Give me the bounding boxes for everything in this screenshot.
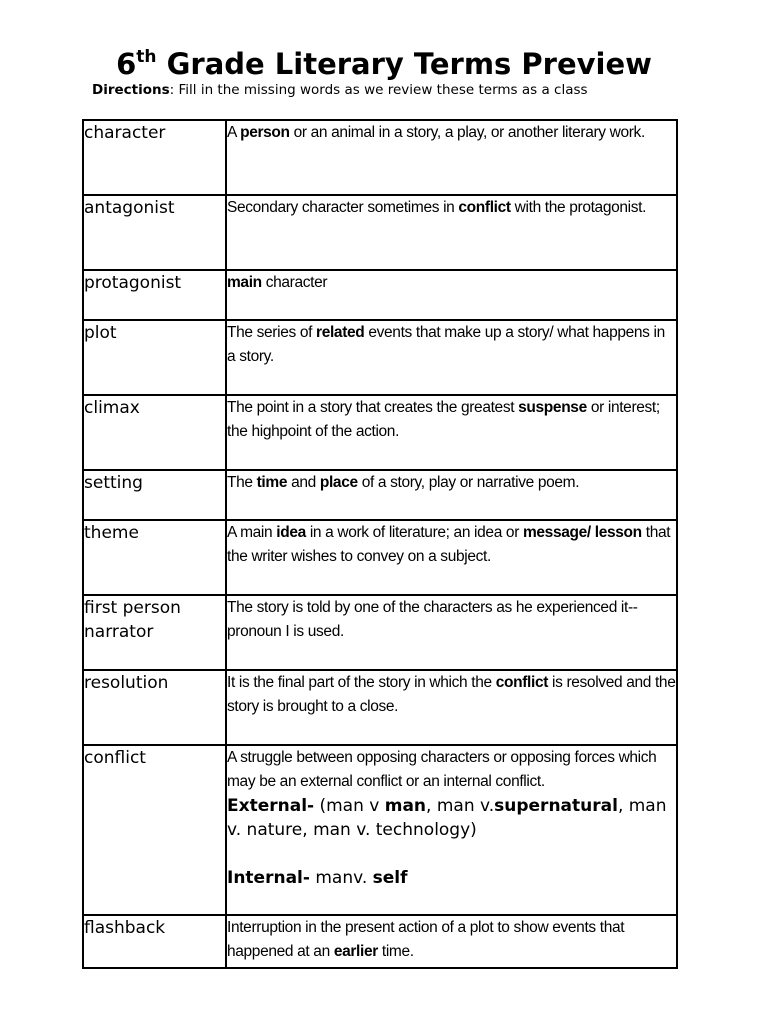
definition-text: A struggle between opposing characters or opposing forces which may be an external conflict or an internal conflict. — [227, 749, 657, 790]
external-conflict-line — [227, 794, 676, 842]
definition-cell — [226, 915, 677, 968]
answer-word: suspense — [518, 399, 587, 416]
table-row — [83, 270, 677, 320]
definition-text: Secondary character sometimes in — [227, 199, 459, 216]
term-cell: plot — [83, 320, 226, 395]
definition-cell — [226, 195, 677, 270]
definition-text: A — [227, 124, 241, 141]
definition-text: or interest; the highpoint of the action. — [227, 399, 660, 440]
answer-word: supernatural — [494, 796, 618, 816]
definition-text: with the protagonist. — [510, 199, 647, 216]
table-row — [83, 595, 677, 670]
answer-word: main — [227, 274, 262, 291]
term-cell: flashback — [83, 915, 226, 968]
directions — [92, 81, 588, 99]
definition-text: Interruption in the present action of a plot to show events that happened at an — [227, 919, 625, 960]
internal-conflict-line — [227, 866, 676, 890]
definition-text: of a story, play or narrative poem. — [357, 474, 580, 491]
term-cell: antagonist — [83, 195, 226, 270]
terms-table — [82, 119, 678, 969]
definition-text: , man v. nature, man v. technology) — [227, 796, 667, 840]
answer-word: related — [316, 324, 365, 341]
answer-word: earlier — [333, 943, 378, 960]
definition-text: events that make up a story/ what happens in a story. — [227, 324, 665, 365]
title-superscript: th — [136, 47, 157, 67]
table-row — [83, 915, 677, 968]
definition-text: , man v. — [426, 796, 495, 816]
definition-text: character — [261, 274, 328, 291]
term-cell: character — [83, 120, 226, 195]
page-title — [0, 44, 768, 84]
answer-word: self — [372, 868, 408, 888]
table-row — [83, 745, 677, 915]
definition-text: or an animal in a story, a play, or another literary work. — [289, 124, 645, 141]
definition-text: and — [287, 474, 320, 491]
term-cell: setting — [83, 470, 226, 520]
answer-word: conflict — [458, 199, 511, 216]
definition-text: The series of — [227, 324, 317, 341]
internal-label: Internal- — [227, 868, 310, 888]
table-row — [83, 395, 677, 470]
directions-text: : Fill in the missing words as we review these terms as a class — [169, 82, 588, 98]
table-row — [83, 470, 677, 520]
answer-word: man — [384, 796, 427, 816]
definition-cell — [226, 670, 677, 745]
term-cell: theme — [83, 520, 226, 595]
answer-word: place — [319, 474, 358, 491]
definition-cell — [226, 520, 677, 595]
term-cell: conflict — [83, 745, 226, 915]
definition-text: A main — [227, 524, 277, 541]
definition-cell — [226, 120, 677, 195]
definition-cell — [226, 745, 677, 915]
answer-word: conflict — [495, 674, 549, 691]
definition-cell — [226, 595, 677, 670]
answer-word: message/ lesson — [522, 524, 642, 541]
term-cell: first person narrator — [83, 595, 226, 670]
table-row — [83, 120, 677, 195]
title-grade-number: 6 — [116, 47, 137, 81]
term-cell: climax — [83, 395, 226, 470]
definition-cell — [226, 320, 677, 395]
answer-word: idea — [276, 524, 306, 541]
term-cell: resolution — [83, 670, 226, 745]
table-row — [83, 520, 677, 595]
definition-text: The story is told by one of the characters as he experienced it--pronoun I is used. — [227, 599, 638, 640]
definition-cell — [226, 395, 677, 470]
definition-text: (man v — [314, 796, 385, 816]
table-row — [83, 195, 677, 270]
definition-text: time. — [377, 943, 414, 960]
definition-text: in a work of literature; an idea or — [305, 524, 523, 541]
term-cell: protagonist — [83, 270, 226, 320]
definition-cell — [226, 470, 677, 520]
definition-text: is resolved and the story is brought to a close. — [227, 674, 676, 715]
definition-text: The point in a story that creates the greatest — [227, 399, 519, 416]
table-row — [83, 670, 677, 745]
definition-text: manv. — [309, 868, 373, 888]
definition-cell — [226, 270, 677, 320]
answer-word: person — [240, 124, 290, 141]
table-row — [83, 320, 677, 395]
definition-text: that the writer wishes to convey on a subject. — [227, 524, 671, 565]
external-label: External- — [227, 796, 315, 816]
definition-text: It is the final part of the story in which the — [227, 674, 496, 691]
answer-word: time — [256, 474, 288, 491]
title-text: Grade Literary Terms Preview — [156, 47, 652, 81]
definition-text: The — [227, 474, 257, 491]
directions-label: Directions — [92, 82, 170, 98]
